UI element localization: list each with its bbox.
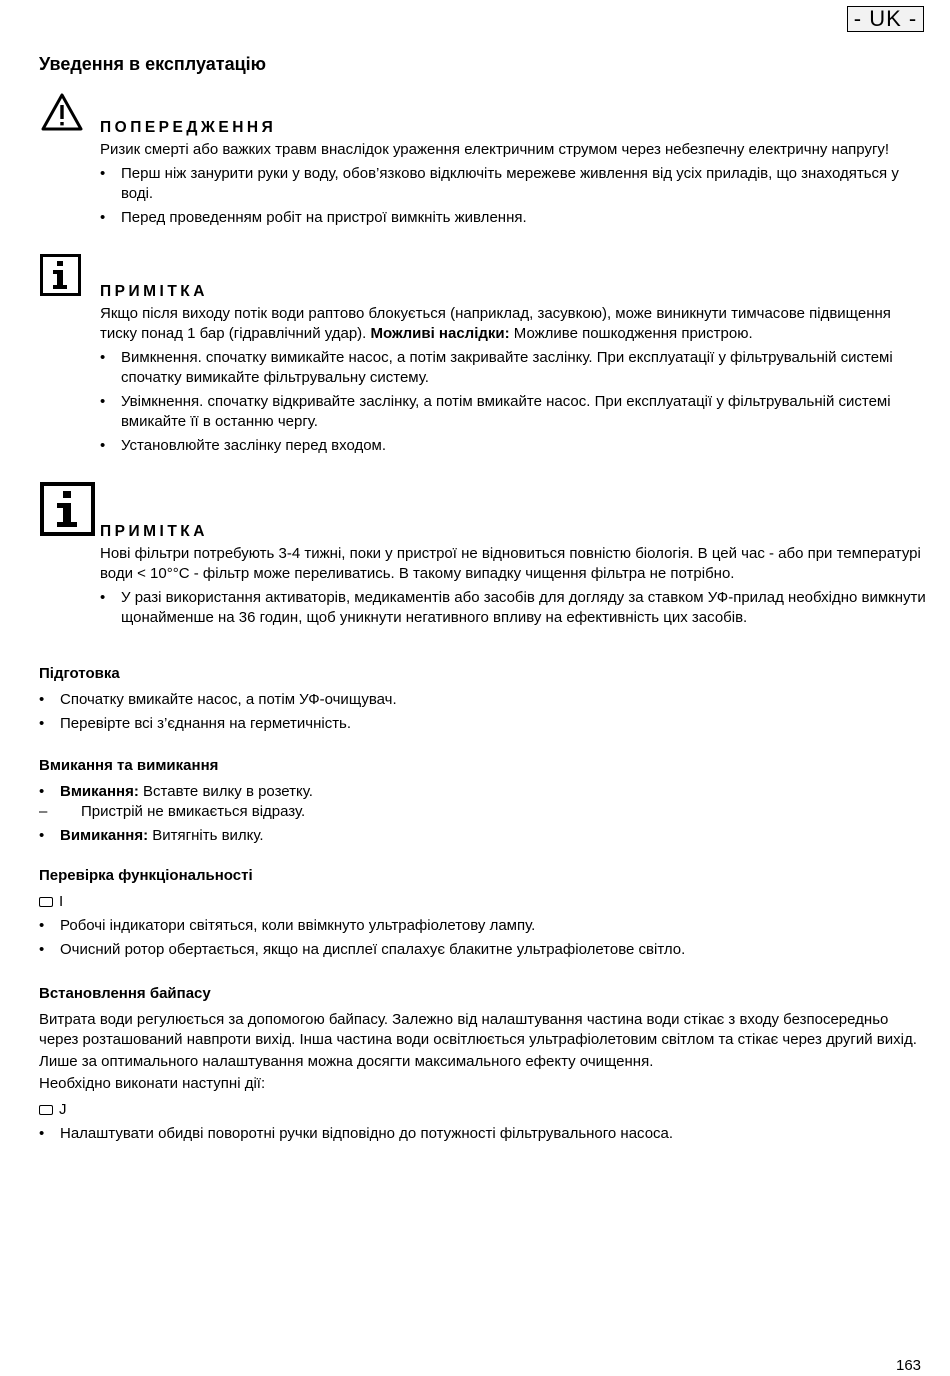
section-title: Підготовка	[39, 665, 120, 682]
list-item: • Вмикання: Вставте вилку в розетку. – Пристрій не вмикається відразу.	[39, 782, 928, 822]
list-item: • Перед проведенням робіт на пристрої вимкніть живлення.	[100, 208, 928, 228]
switching-section	[39, 756, 928, 846]
figure-ref-icon	[39, 1105, 53, 1115]
page-title: Уведення в експлуатацію	[39, 54, 267, 74]
note-heading: ПРИМІТКА	[100, 283, 208, 300]
bypass-list	[39, 1124, 930, 1144]
bypass-section	[39, 984, 930, 1144]
function-check-list	[39, 916, 928, 960]
warning-heading: ПОПЕРЕДЖЕННЯ	[100, 119, 277, 136]
section-title: Перевірка функціональності	[39, 867, 253, 884]
note-heading: ПРИМІТКА	[100, 523, 208, 540]
note-list	[100, 588, 932, 628]
section-title: Вмикання та вимикання	[39, 757, 219, 774]
note-list	[100, 348, 928, 456]
list-item: • Спочатку вмикайте насос, а потім УФ-очищувач.	[39, 690, 928, 710]
note-block-2	[100, 522, 932, 628]
list-item: • Очисний ротор обертається, якщо на дисплеї спалахує блакитне ультрафіолетове світло.	[39, 940, 928, 960]
info-icon	[40, 482, 95, 536]
list-item: • Установлюйте заслінку перед входом.	[100, 436, 928, 456]
warning-list	[100, 164, 928, 228]
list-item: • Вимкнення. спочатку вимикайте насос, а потім закривайте заслінку. При експлуатації у фільтрувальній системі спочатку вимикайте фільтрувальну систему.	[100, 348, 928, 388]
preparation-section	[39, 664, 928, 734]
list-item: • Вимикання: Витягніть вилку.	[39, 826, 928, 846]
warning-icon	[40, 92, 84, 132]
list-item: • Перевірте всі з’єднання на герметичність.	[39, 714, 928, 734]
note-text: Нові фільтри потребують 3-4 тижні, поки у пристрої не відновиться повністю біологія. В цей час - або при температурі води < 10°°C - фільтр може переливатись. В такому випадку чищення фільтра не потрібно.	[100, 545, 921, 582]
note-text: Якщо після виходу потік води раптово блокується (наприклад, засувкою), може виникнути тимчасове підвищення тиску понад 1 бар (гідравлічний удар). Можливі наслідки: Можливе пошкодження пристрою.	[100, 305, 891, 342]
list-item: • Налаштувати обидві поворотні ручки відповідно до потужності фільтрувального насоса.	[39, 1124, 930, 1144]
warning-block	[100, 118, 928, 228]
paragraph: Лише за оптимального налаштування можна досягти максимального ефекту очищення.	[39, 1053, 654, 1070]
page-number: 163	[896, 1357, 922, 1374]
warning-text: Ризик смерті або важких травм внаслідок ураження електричним струмом через небезпечну електричну напругу!	[100, 141, 890, 158]
figure-reference: J	[39, 1100, 930, 1120]
switching-list	[39, 782, 928, 846]
note-block-1	[100, 282, 928, 456]
figure-ref-icon	[39, 897, 53, 907]
list-item: • Перш ніж занурити руки у воду, обов’язково відключіть мережеве живлення від усіх приладів, що знаходяться у воді.	[100, 164, 928, 204]
paragraph: Витрата води регулюється за допомогою байпасу. Залежно від налаштування частина води стікає з входу безпосередньо через розташований навпроти вихід. Інша частина води освітлюється ультрафіолетовим світлом та стікає через другий вихід.	[39, 1011, 917, 1048]
preparation-list	[39, 690, 928, 734]
list-item: • Робочі індикатори світяться, коли ввімкнуто ультрафіолетову лампу.	[39, 916, 928, 936]
section-title: Встановлення байпасу	[39, 985, 211, 1002]
list-item: • У разі використання активаторів, медикаментів або засобів для догляду за ставком УФ-прилад необхідно вимкнути щонайменше на 36 годин, щоб уникнути негативного впливу на ефективність цих засобів.	[100, 588, 932, 628]
function-check-section	[39, 866, 928, 960]
paragraph: Необхідно виконати наступні дії:	[39, 1075, 266, 1092]
list-item: • Увімкнення. спочатку відкривайте заслінку, а потім вмикайте насос. При експлуатації у фільтрувальній системі вмикайте її в останню чергу.	[100, 392, 928, 432]
sub-item: – Пристрій не вмикається відразу.	[39, 802, 928, 822]
language-badge: - UK -	[847, 6, 924, 32]
info-icon	[40, 254, 81, 296]
figure-reference: I	[39, 892, 928, 912]
